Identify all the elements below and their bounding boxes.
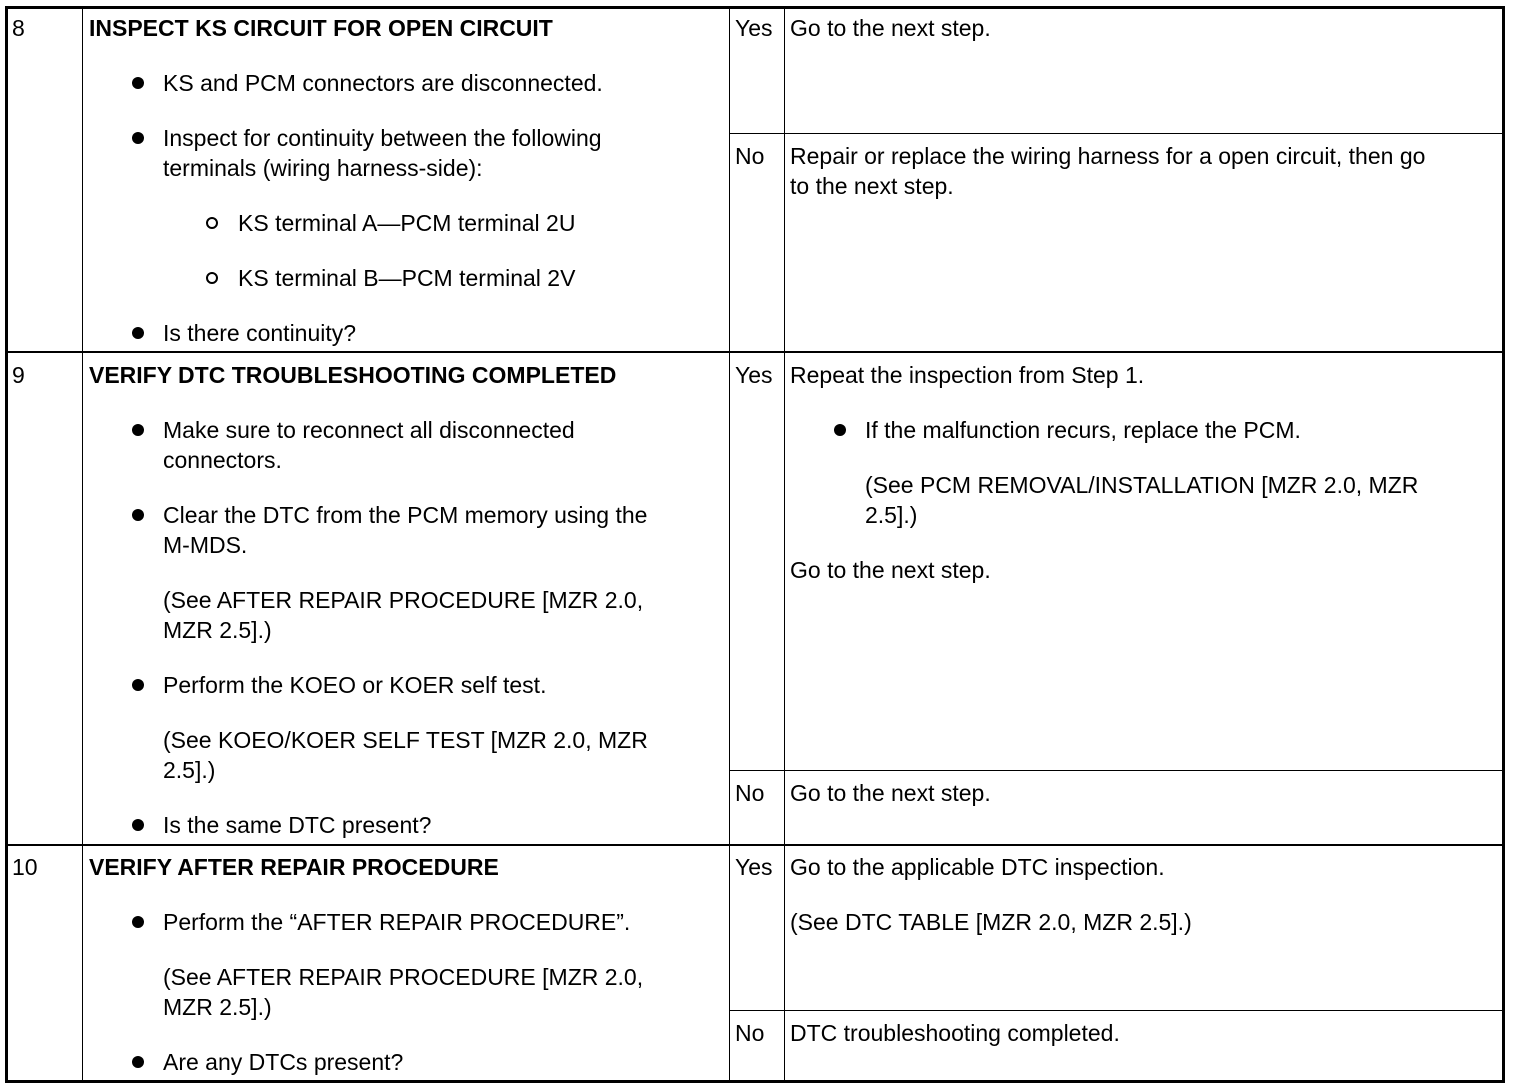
- row-divider: [5, 351, 1505, 353]
- yes-label: Yes: [735, 854, 773, 880]
- step-bullet: Perform the KOEO or KOER self test.: [163, 672, 547, 698]
- step-bullet: Perform the “AFTER REPAIR PROCEDURE”.: [163, 909, 631, 935]
- bullet-dot-icon: [132, 424, 144, 436]
- step-bullet: Is there continuity?: [163, 320, 357, 346]
- yes-action: Go to the next step.: [790, 15, 991, 41]
- column-divider: [729, 6, 730, 1083]
- bullet-dot-icon: [132, 509, 144, 521]
- row-divider: [5, 844, 1505, 846]
- reference-text: (See PCM REMOVAL/INSTALLATION [MZR 2.0, MZR: [865, 472, 1419, 498]
- yes-label: Yes: [735, 15, 773, 41]
- no-action: Go to the next step.: [790, 780, 991, 806]
- reference-text-continued: MZR 2.5].): [163, 617, 272, 643]
- step-number: 9: [12, 362, 25, 388]
- no-action: DTC troubleshooting completed.: [790, 1020, 1120, 1046]
- yes-action: Go to the applicable DTC inspection.: [790, 854, 1165, 880]
- step-bullet: Clear the DTC from the PCM memory using the: [163, 502, 648, 528]
- column-divider: [784, 6, 785, 1083]
- no-label: No: [735, 780, 765, 806]
- bullet-dot-icon: [132, 77, 144, 89]
- sub-bullet-circle-icon: [206, 217, 218, 229]
- reference-text-continued: 2.5].): [865, 502, 918, 528]
- no-action-continued: to the next step.: [790, 173, 954, 199]
- column-divider: [82, 6, 83, 1083]
- reference-text: (See AFTER REPAIR PROCEDURE [MZR 2.0,: [163, 964, 644, 990]
- bullet-dot-icon: [132, 327, 144, 339]
- sub-bullet: KS terminal A—PCM terminal 2U: [238, 210, 576, 236]
- bullet-dot-icon: [132, 819, 144, 831]
- step-bullet-continued: M-MDS.: [163, 532, 248, 558]
- step-bullet: Are any DTCs present?: [163, 1049, 404, 1075]
- step-number: 10: [12, 854, 38, 880]
- yes-no-divider: [729, 133, 1505, 134]
- sub-bullet-circle-icon: [206, 272, 218, 284]
- yes-action: Repeat the inspection from Step 1.: [790, 362, 1145, 388]
- no-label: No: [735, 143, 765, 169]
- bullet-dot-icon: [132, 1056, 144, 1068]
- bullet-dot-icon: [132, 916, 144, 928]
- yes-next-step: Go to the next step.: [790, 557, 991, 583]
- reference-text: (See KOEO/KOER SELF TEST [MZR 2.0, MZR: [163, 727, 648, 753]
- reference-text: (See AFTER REPAIR PROCEDURE [MZR 2.0,: [163, 587, 644, 613]
- yes-no-divider: [729, 1010, 1505, 1011]
- step-bullet: Make sure to reconnect all disconnected: [163, 417, 575, 443]
- no-label: No: [735, 1020, 765, 1046]
- step-bullet-continued: connectors.: [163, 447, 282, 473]
- bullet-dot-icon: [834, 424, 846, 436]
- yes-label: Yes: [735, 362, 773, 388]
- step-bullet: Inspect for continuity between the following: [163, 125, 602, 151]
- no-action: Repair or replace the wiring harness for a open circuit, then go: [790, 143, 1426, 169]
- yes-no-divider: [729, 770, 1505, 771]
- bullet-dot-icon: [132, 679, 144, 691]
- reference-text-continued: MZR 2.5].): [163, 994, 272, 1020]
- bullet-dot-icon: [132, 132, 144, 144]
- step-title: VERIFY DTC TROUBLESHOOTING COMPLETED: [89, 362, 617, 388]
- sub-bullet: KS terminal B—PCM terminal 2V: [238, 265, 576, 291]
- step-bullet: KS and PCM connectors are disconnected.: [163, 70, 603, 96]
- yes-bullet: If the malfunction recurs, replace the PCM.: [865, 417, 1301, 443]
- step-bullet: Is the same DTC present?: [163, 812, 432, 838]
- step-title: INSPECT KS CIRCUIT FOR OPEN CIRCUIT: [89, 15, 553, 41]
- step-bullet-continued: terminals (wiring harness-side):: [163, 155, 483, 181]
- reference-text-continued: 2.5].): [163, 757, 216, 783]
- step-number: 8: [12, 15, 25, 41]
- reference-text: (See DTC TABLE [MZR 2.0, MZR 2.5].): [790, 909, 1192, 935]
- step-title: VERIFY AFTER REPAIR PROCEDURE: [89, 854, 499, 880]
